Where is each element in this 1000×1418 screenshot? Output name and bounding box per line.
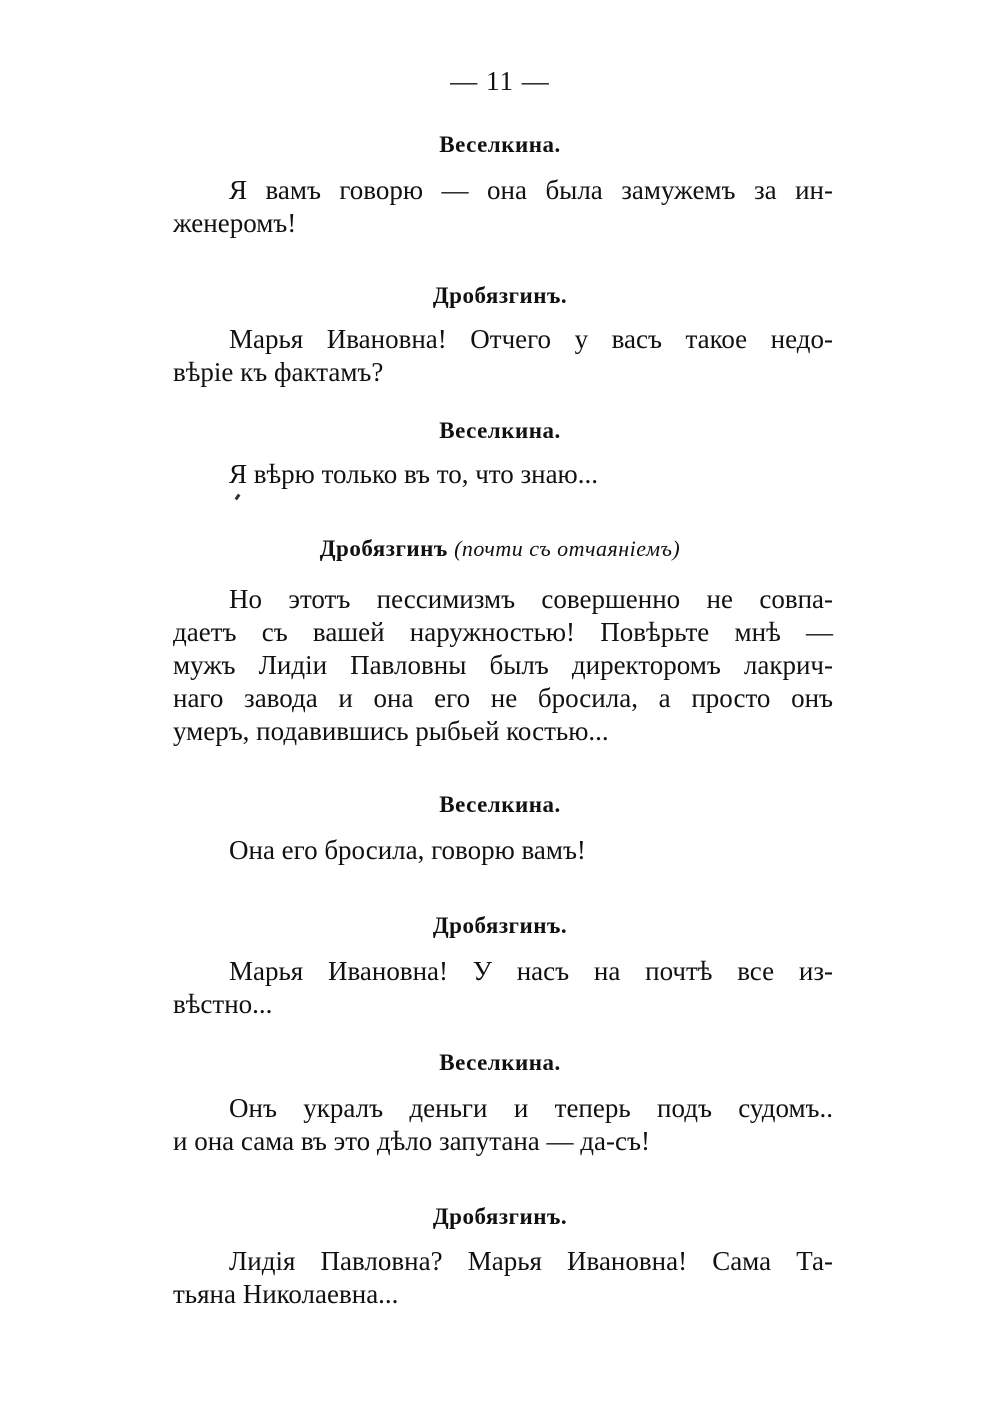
dialogue-line: наго завода и она его не бросила, а просто онъ <box>173 683 833 713</box>
dialogue-line: Лидія Павловна? Марья Ивановна! Сама Та- <box>229 1246 833 1276</box>
dialogue-line: даетъ съ вашей наружностью! Повѣрьте мнѣ — <box>173 617 833 647</box>
dialogue-line: Марья Ивановна! Отчего у васъ такое недо- <box>229 324 833 354</box>
speaker-name: Веселкина. <box>439 792 561 817</box>
dialogue-line: женеромъ! <box>173 208 297 238</box>
page-number: — 11 — <box>450 66 550 96</box>
dialogue-line: Онъ укралъ деньги и теперь подъ судомъ.. <box>229 1093 833 1123</box>
dialogue-line: Но этотъ пессимизмъ совершенно не совпа- <box>229 584 833 614</box>
speaker-name: Веселкина. <box>439 132 561 157</box>
dialogue-line: тьяна Николаевна... <box>173 1279 399 1309</box>
speaker-name: Веселкина. <box>439 1050 561 1075</box>
ink-speck <box>235 494 241 501</box>
speaker-name: Дробязгинъ. <box>432 1204 568 1229</box>
speaker-with-direction <box>0 536 1000 562</box>
dialogue-line: Я вѣрю только въ то, что знаю... <box>229 459 598 489</box>
stage-direction: (почти съ отчаяніемъ) <box>454 536 681 561</box>
dialogue-line: вѣріе къ фактамъ? <box>173 357 384 387</box>
dialogue-line: и она сама въ это дѣло запутана — да-съ! <box>173 1126 650 1156</box>
speaker-name: Дробязгинъ <box>319 536 448 561</box>
speaker-name: Дробязгинъ. <box>432 283 568 308</box>
dialogue-line: Марья Ивановна! У насъ на почтѣ все из- <box>229 956 833 986</box>
dialogue-line: Я вамъ говорю — она была замужемъ за ин- <box>229 175 833 205</box>
dialogue-line: мужъ Лидіи Павловны былъ директоромъ лакрич- <box>173 650 833 680</box>
dialogue-line: вѣстно... <box>173 989 273 1019</box>
speaker-name: Веселкина. <box>439 418 561 443</box>
dialogue-line: умеръ, подавившись рыбьей костью... <box>173 716 609 746</box>
dialogue-line: Она его бросила, говорю вамъ! <box>229 835 586 865</box>
speaker-name: Дробязгинъ. <box>432 913 568 938</box>
